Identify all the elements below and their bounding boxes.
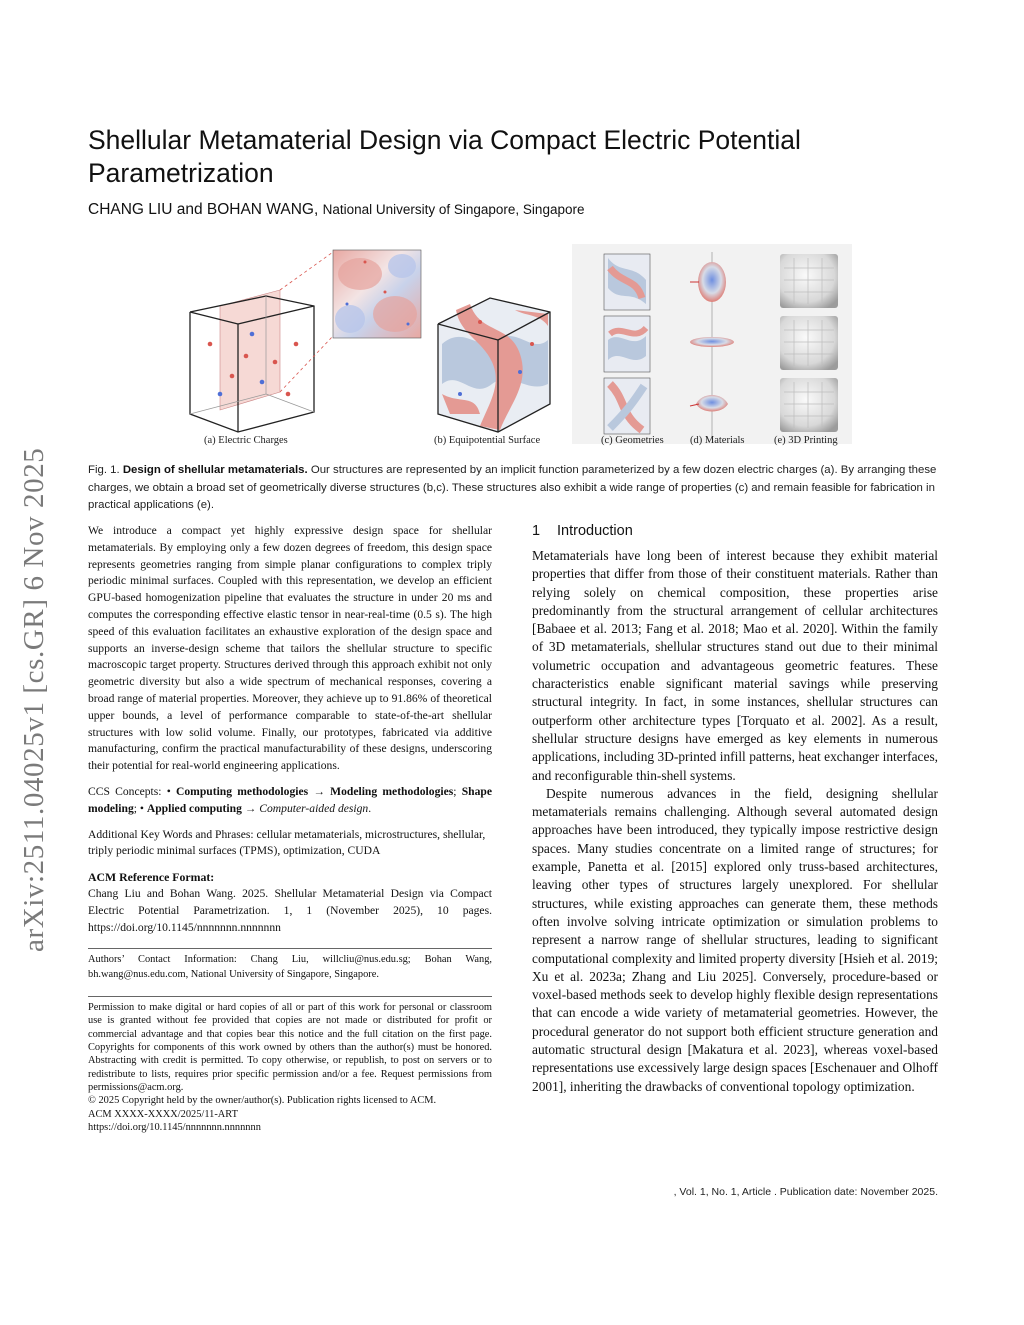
caption-prefix: Fig. 1. — [88, 464, 120, 476]
page-footer: , Vol. 1, No. 1, Article . Publication date: November 2025. — [673, 1186, 938, 1198]
paper-title: Shellular Metamaterial Design via Compact Electric Potential Parametrization — [88, 125, 801, 188]
reference-heading: ACM Reference Format: — [88, 870, 215, 885]
author-line — [88, 201, 584, 219]
author-affiliation: National University of Singapore, Singapore — [322, 202, 585, 217]
divider — [88, 996, 492, 997]
acm-id-line: ACM XXXX-XXXX/2025/11-ART — [88, 1108, 238, 1120]
figure-caption — [88, 462, 940, 515]
printing-column — [780, 254, 838, 432]
copyright-line: © 2025 Copyright held by the owner/author(s). Publication rights licensed to ACM. — [88, 1095, 437, 1107]
intro-paragraph-1: Metamaterials have long been of interest because they exhibit material properties that differ from those of their constituent materials. Rather than relying solely on chemical composition, these properties arise predominantly from the structural arrangement of cellular architectures [Babaee et al. 2013; Fang et al. 2018; Mao et al. 2020]. Within the family of 3D metamaterials, shellular structures stand out due to their minimal volumetric occupation and advantageous geometric features. These characteristics enable significant material savings while preserving structural integrity. In fact, in some instances, shellular structures can outperform other architecture types [Torquato et al. 2002]. As a result, shellular structure designs have emerged as key elements in numerous applications, including 3D-printed infill patterns, heat exchanger interfaces, and reconfigurable thin-shell systems. — [532, 548, 938, 783]
label-equipotential-surface: (b) Equipotential Surface — [434, 435, 541, 446]
geometries-column — [604, 254, 650, 434]
abstract: We introduce a compact yet highly expressive design space for shellular metamaterials. By employing only a few dozen degrees of freedom, this design space represents geometries ranging from simple planar configurations to complex triply periodic minimal surfaces. Coupled with this representation, we develop an efficient GPU-based homogenization pipeline that evaluates the structure in under 20 ms and computes the corresponding effective elastic tensor in near-real-time (0.5 s). The high speed of this evaluation facilitates an exhaustive exploration of the design space and supports an inverse-design scheme that tailors the shellular structure to specific macroscopic target property. Structures derived through this approach exhibit not only geometric diversity but also a wide spectrum of mechanical responses, covering a broad range of material properties. Moreover, they achieve up to 91.86% of theoretical upper bounds, a level of performance comparable to state-of-the-art shellular structures with low solid volume. Finally, our prototypes, fabricated via additive manufacturing, confirm the practical manufacturability of these designs, underscoring their potential for real-world engineering applications. — [88, 524, 492, 773]
ccs-term: Applied computing — [146, 801, 242, 815]
section-title: Introduction — [557, 523, 633, 539]
intro-paragraph-2: Despite numerous advances in the field, designing shellular metamaterials remains challenging. Although several automated design approaches have been introduced, they typically impose restrictive design spaces. Many studies concentrate on a limited range of structures; for example, Panetta et al. [2015] explored only truss-based architectures, leaving other types of structures largely unexplored. For shellular structures, while existing approaches can generate them, these methods often involve solving intricate optimization or simulation problems to represent a narrow range of shellular structures, leading to significant computational complexity and limited property diversity [Hsieh et al. 2019; Xu et al. 2023a; Zhang and Liu 2025]. Conversely, procedure-based or voxel-based methods seek to develop highly flexible design representations that can encode a wide variety of metamaterial geometries. However, the procedural generator do not support both efficient structure generation and automatic structural design [Makatura et al. 2023], whereas voxel-based representations use excessively large design spaces [Eschenauer and Olhoff 2001], inheriting the drawbacks of conventional topology optimization. — [532, 785, 938, 1094]
label-geometries: (c) Geometries — [601, 435, 664, 446]
ccs-label: CCS Concepts: • — [88, 784, 171, 798]
ccs-arrow: → — [244, 801, 257, 815]
left-column — [88, 523, 492, 1134]
ccs-term: Computer-aided design — [259, 801, 369, 815]
ccs-sep: ; — [453, 784, 462, 798]
charge-cube — [190, 290, 314, 432]
ccs-term: Computing methodologies — [176, 784, 309, 798]
ccs-sep: ; • — [133, 801, 144, 815]
arxiv-stamp: arXiv:2511.04025v1 [cs.GR] 6 Nov 2025 — [18, 447, 50, 952]
doi-line: https://doi.org/10.1145/nnnnnnn.nnnnnnn — [88, 1121, 261, 1133]
right-column — [532, 521, 938, 1096]
section-number: 1 — [532, 523, 541, 539]
label-materials: (d) Materials — [690, 435, 745, 446]
reference-text: Chang Liu and Bohan Wang. 2025. Shellular Metamaterial Design via Compact Electric Potential Parametrization. 1, 1 (November 2025), 10 pages. https://doi.org/10.1145/nnnnnnn.nnnnnnn — [88, 886, 492, 934]
permission-notice: Permission to make digital or hard copies of all or part of this work for personal or classroom use is granted without fee provided that copies are not made or distributed for profit or commercial advantage and that copies bear this notice and the full citation on the first page. Copyrights for components of this work owned by others than the author(s) must be honored. Abstracting with credit is permitted. To copy otherwise, or republish, to post on servers or to redistribute to lists, requires prior specific permission and/or a fee. Request permissions from permissions@acm.org. — [88, 1002, 492, 1093]
contact-info: Authors’ Contact Information: Chang Liu, willcliu@nus.edu.sg; Bohan Wang, bh.wang@nus.edu.com, National University of Singapore, Singapore. — [88, 954, 492, 980]
label-electric-charges: (a) Electric Charges — [204, 435, 288, 446]
divider — [88, 948, 492, 949]
ccs-concepts — [88, 784, 492, 818]
section-heading — [532, 521, 938, 541]
caption-text: Our structures are represented by an implicit function parameterized by a few dozen electric charges (a). By arranging these charges, we obtain a broad set of geometrically diverse structures (b,c). These structures also exhibit a wide range of properties (c) and remain feasible for fabrication in practical applications (e). — [88, 464, 937, 511]
author-names: CHANG LIU and BOHAN WANG, — [88, 201, 319, 218]
ccs-end: . — [368, 801, 372, 815]
caption-title: Design of shellular metamaterials. — [122, 464, 308, 476]
ccs-arrow: → — [313, 784, 325, 798]
potential-slice — [333, 250, 421, 338]
teaser-figure — [180, 244, 852, 450]
keywords: Additional Key Words and Phrases: cellular metamaterials, microstructures, shellular, triply periodic minimal surfaces (TPMS), optimization, CUDA — [88, 827, 486, 858]
ccs-term: Shape modeling — [88, 784, 492, 815]
equipotential-cube — [438, 298, 550, 432]
ccs-term: Modeling methodologies — [330, 784, 454, 798]
label-3d-printing: (e) 3D Printing — [774, 435, 838, 446]
